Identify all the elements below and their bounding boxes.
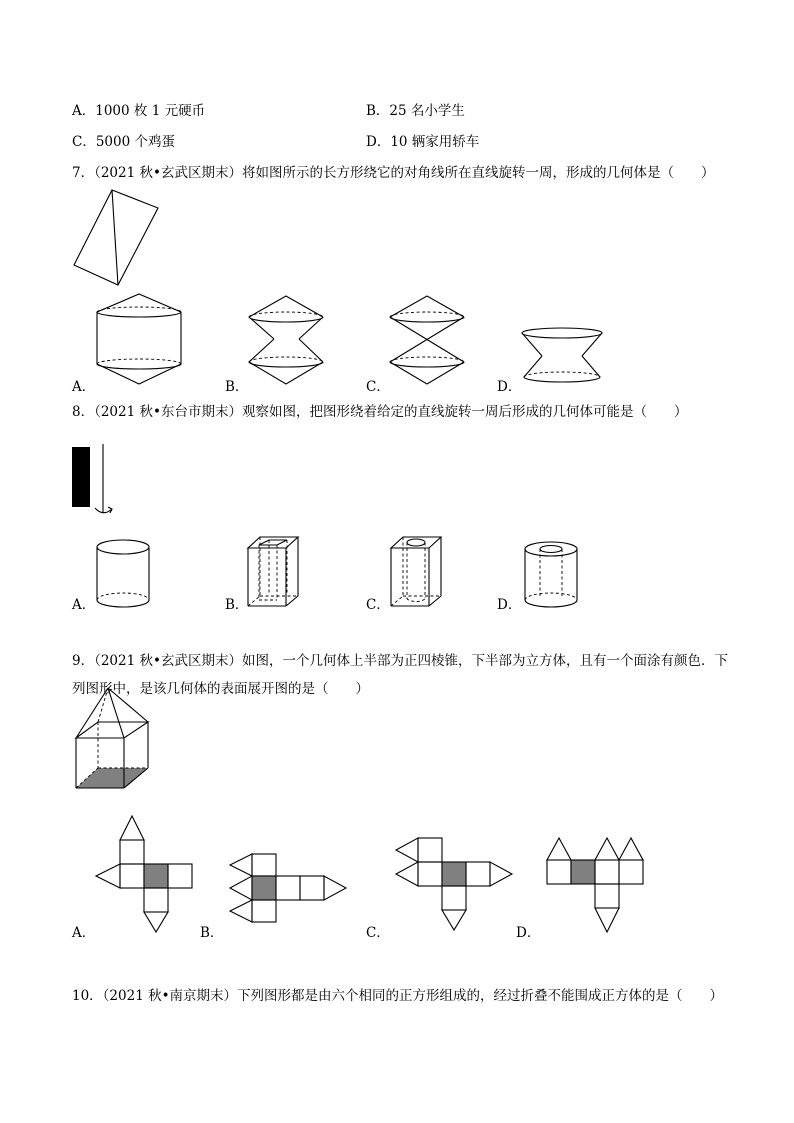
q9-option-b-net bbox=[226, 852, 352, 924]
q8-rotation-figure bbox=[70, 444, 122, 520]
q7-option-c-figure bbox=[388, 292, 468, 388]
q8-option-a-label: A． bbox=[72, 597, 96, 613]
q8-option-b-figure bbox=[246, 534, 302, 610]
q7-option-a-figure bbox=[95, 292, 185, 388]
q9-option-a-label: A． bbox=[72, 925, 96, 941]
q6-option-a: A．1000 枚 1 元硬币 bbox=[72, 103, 206, 119]
q8-option-c-label: C． bbox=[366, 597, 390, 613]
q9-option-c-net bbox=[392, 834, 516, 934]
q9-solid-figure bbox=[74, 686, 154, 792]
q8-option-d-figure bbox=[523, 540, 581, 610]
q8-option-d-label: D． bbox=[497, 597, 522, 613]
q6-option-b: B．25 名小学生 bbox=[366, 103, 465, 119]
q7-option-a-label: A． bbox=[72, 379, 96, 395]
q7-option-b-label: B． bbox=[225, 379, 249, 395]
q7-stem: 7．（2021 秋•玄武区期末）将如图所示的长方形绕它的对角线所在直线旋转一周，形成的几何体是（ ） bbox=[72, 165, 715, 181]
q9-option-b-label: B． bbox=[200, 925, 224, 941]
q7-option-b-figure bbox=[247, 292, 327, 388]
q9-option-d-net bbox=[543, 830, 655, 936]
q7-option-c-label: C． bbox=[366, 379, 390, 395]
q8-option-a-figure bbox=[95, 538, 153, 610]
q7-option-d-figure bbox=[520, 326, 606, 388]
q9-option-c-label: C． bbox=[366, 925, 390, 941]
q8-option-b-label: B． bbox=[225, 597, 249, 613]
q6-option-c: C．5000 个鸡蛋 bbox=[72, 134, 175, 150]
q9-stem-line-1: 9．（2021 秋•玄武区期末）如图，一个几何体上半部为正四棱锥，下半部为立方体，且有一个面涂有颜色．下 bbox=[72, 653, 728, 669]
q7-rectangle-figure bbox=[72, 188, 162, 288]
q7-option-d-label: D． bbox=[497, 379, 522, 395]
q9-stem-line-2: 列图形中，是该几何体的表面展开图的是（ ） bbox=[72, 681, 369, 697]
q9-option-a-net bbox=[94, 812, 198, 936]
q10-stem: 10．（2021 秋•南京期末）下列图形都是由六个相同的正方形组成的，经过折叠不能围成正方体的是（ ） bbox=[72, 988, 724, 1004]
q6-option-d: D．10 辆家用轿车 bbox=[366, 134, 480, 150]
q9-option-d-label: D． bbox=[516, 925, 541, 941]
q8-option-c-figure bbox=[389, 534, 445, 610]
q8-stem: 8．（2021 秋•东台市期末）观察如图，把图形绕着给定的直线旋转一周后形成的几何体可能是（ ） bbox=[72, 404, 688, 420]
